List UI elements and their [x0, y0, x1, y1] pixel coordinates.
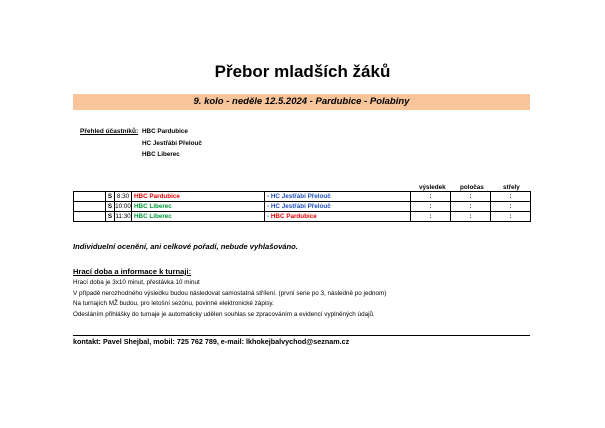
page-title: Přebor mladších žáků — [214, 62, 391, 81]
match-row — [74, 192, 531, 202]
match-time-cell: 8:30 — [115, 192, 132, 202]
info-lines — [73, 279, 386, 321]
match-table — [73, 191, 531, 222]
participant-item: HBC Liberec — [142, 151, 180, 158]
column-header-shots: střely — [503, 184, 520, 191]
match-result-cell: : — [411, 202, 451, 212]
match-blank-cell — [74, 192, 106, 202]
match-blank-cell — [74, 212, 106, 222]
match-series-cell: S — [106, 212, 115, 222]
match-halftime-cell: : — [451, 202, 491, 212]
match-row — [74, 202, 531, 212]
match-shots-cell: : — [491, 212, 531, 222]
match-separator: - — [267, 193, 270, 200]
match-series-cell: S — [106, 192, 115, 202]
awards-note: Individuelní ocenění, ani celkové pořadí, nebude vyhlašováno. — [73, 242, 298, 251]
participants-label: Přehled účastníků: — [80, 128, 139, 135]
match-result-cell: : — [411, 192, 451, 202]
match-time-cell: 10:00 — [115, 203, 131, 210]
info-title: Hrací doba a informace k turnaji: — [73, 267, 192, 276]
match-row — [74, 212, 531, 222]
match-away-label: HC Jestřábi Přelouč — [270, 203, 331, 210]
info-line: Odesláním přihlášky do turnaje je automaticky udělen souhlas se zpracováním a evidencí vyplněných údajů. — [73, 310, 375, 318]
participant-item: HBC Pardubice — [142, 128, 188, 135]
match-home-team: HBC Liberec — [132, 212, 265, 222]
match-shots-cell: : — [491, 202, 531, 212]
info-line: V případě nerozhodného výsledku budou následovat samostatná střílení. (první serie po 3, následně po jednom) — [73, 289, 387, 297]
match-away-label: HC Jestřábi Přelouč — [270, 193, 331, 200]
match-time-cell: 11:30 — [115, 213, 131, 220]
match-separator: - — [267, 203, 270, 210]
match-halftime-cell: : — [451, 192, 491, 202]
match-shots-cell: : — [491, 192, 531, 202]
info-line: Na turnajích MŽ budou, pro letošní sezónu, povinné elektronické zápisy. — [73, 300, 274, 307]
participant-item: HC Jestřábi Přelouč — [142, 139, 202, 147]
match-away-team — [265, 212, 411, 222]
round-banner: 9. kolo - neděle 12.5.2024 - Pardubice - Polabiny — [73, 94, 530, 110]
column-header-halftime: poločas — [460, 184, 484, 191]
participants-list — [142, 128, 202, 163]
match-halftime-cell: : — [451, 212, 491, 222]
match-home-team: HBC Liberec — [132, 202, 265, 212]
column-header-result: výsledek — [419, 184, 446, 191]
contact-line: kontakt: Pavel Shejbal, mobil: 725 762 789, e-mail: lkhokejbalvychod@seznam.cz — [73, 337, 350, 346]
match-series-cell: S — [106, 202, 115, 212]
info-line: Hrací doba je 3x10 minut, přestávka 10 minut — [73, 279, 200, 286]
match-away-team — [265, 192, 411, 202]
match-away-team — [265, 202, 411, 212]
match-separator: - — [267, 213, 270, 220]
match-blank-cell — [74, 202, 106, 212]
match-home-team: HBC Pardubice — [132, 192, 265, 202]
footer-divider — [73, 335, 530, 336]
match-result-cell: : — [411, 212, 451, 222]
match-away-label: HBC Pardubice — [270, 213, 317, 220]
